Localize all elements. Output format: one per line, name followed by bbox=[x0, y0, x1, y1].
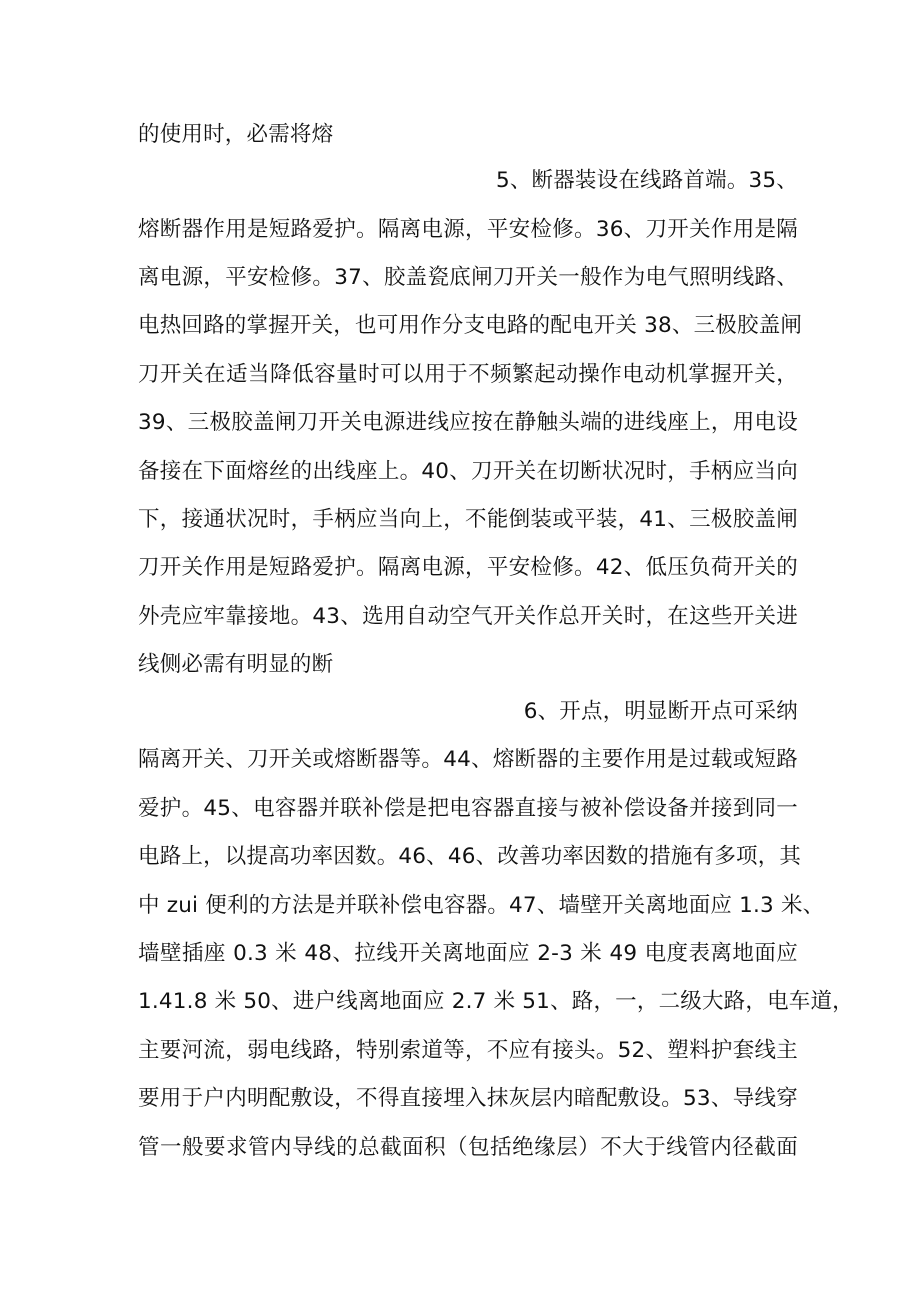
text-line: 要用于户内明配敷设，不得直接埋入抹灰层内暗配敷设。53、导线穿 bbox=[138, 1086, 798, 1111]
text-line: 电路上，以提高功率因数。46、46、改善功率因数的措施有多项，其 bbox=[138, 844, 802, 869]
text-line: 墙壁插座 0.3 米 48、拉线开关离地面应 2-3 米 49 电度表离地面应 bbox=[138, 941, 798, 966]
text-line: 线侧必需有明显的断 bbox=[138, 652, 334, 677]
text-line: 39、三极胶盖闸刀开关电源进线应按在静触头端的进线座上，用电设 bbox=[138, 410, 798, 435]
text-line: 下，接通状况时，手柄应当向上，不能倒装或平装，41、三极胶盖闸 bbox=[138, 507, 798, 532]
text-line: 的使用时，必需将熔 bbox=[138, 122, 334, 147]
text-line: 离电源，平安检修。37、胶盖瓷底闸刀开关一般作为电气照明线路、 bbox=[138, 265, 798, 290]
text-line: 外壳应牢靠接地。43、选用自动空气开关作总开关时，在这些开关进 bbox=[138, 604, 798, 629]
text-line: 6、开点，明显断开点可采纳 bbox=[523, 699, 798, 724]
text-line: 5、断器装设在线路首端。35、 bbox=[495, 168, 798, 193]
text-line: 熔断器作用是短路爱护。隔离电源，平安检修。36、刀开关作用是隔 bbox=[138, 217, 798, 242]
text-line: 主要河流，弱电线路，特别索道等，不应有接头。52、塑料护套线主 bbox=[138, 1038, 798, 1063]
text-line: 刀开关作用是短路爱护。隔离电源，平安检修。42、低压负荷开关的 bbox=[138, 555, 798, 580]
text-line: 刀开关在适当降低容量时可以用于不频繁起动操作电动机掌握开关， bbox=[138, 362, 798, 387]
text-line: 1.41.8 米 50、进户线离地面应 2.7 米 51、路，一，二级大路，电车道， bbox=[138, 989, 854, 1014]
text-line: 电热回路的掌握开关，也可用作分支电路的配电开关 38、三极胶盖闸 bbox=[138, 313, 803, 338]
text-line: 备接在下面熔丝的出线座上。40、刀开关在切断状况时，手柄应当向 bbox=[138, 459, 798, 484]
text-line: 中 zui 便利的方法是并联补偿电容器。47、墙壁开关离地面应 1.3 米、 bbox=[138, 893, 825, 918]
text-line: 隔离开关、刀开关或熔断器等。44、熔断器的主要作用是过载或短路 bbox=[138, 747, 798, 772]
text-line: 管一般要求管内导线的总截面积（包括绝缘层）不大于线管内径截面 bbox=[138, 1135, 798, 1160]
text-line: 爱护。45、电容器并联补偿是把电容器直接与被补偿设备并接到同一 bbox=[138, 796, 798, 821]
